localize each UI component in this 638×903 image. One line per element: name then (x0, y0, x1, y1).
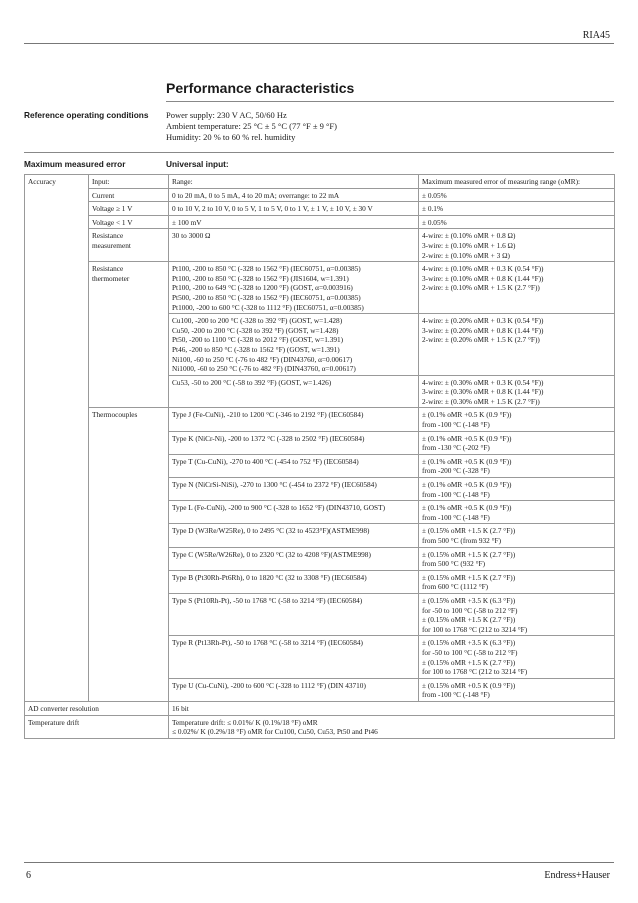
reference-line: Ambient temperature: 25 °C ± 5 °C (77 °F ± 9 °F) (166, 121, 337, 131)
error-cell-line: from 500 °C (932 °F) (422, 559, 485, 569)
error-cell-line: from -100 °C (-148 °F) (422, 690, 490, 700)
range-cell-line: Type R (Pt13Rh-Pt), -50 to 1768 °C (-58 to 3214 °F) (IEC60584) (172, 638, 363, 648)
error-cell-line: for 100 to 1768 °C (212 to 3214 °F) (422, 667, 528, 677)
input-cell (89, 408, 169, 701)
range-cell-line: Type S (Pt10Rh-Pt), -50 to 1768 °C (-58 to 3214 °F) (IEC60584) (172, 595, 363, 605)
error-cell-line: 2-wire: ± (0.10% oMR + 1.5 K (2.7 °F)) (422, 283, 540, 293)
range-cell (169, 454, 419, 477)
range-cell (169, 188, 419, 202)
range-cell-line: Type U (Cu-CuNi), -200 to 600 °C (-328 to 1112 °F) (DIN 43710) (172, 680, 366, 690)
table-row (25, 229, 615, 262)
accuracy-table (24, 174, 615, 739)
range-cell-line: Cu100, -200 to 200 °C (-328 to 392 °F) (GOST, w=1.428) (172, 316, 343, 326)
range-cell-line: Pt100, -200 to 850 °C (-328 to 1562 °F) (JIS1604, w=1.391) (172, 273, 349, 283)
error-cell-line: for 100 to 1768 °C (212 to 3214 °F) (422, 624, 528, 634)
error-cell-line: from -100 °C (-148 °F) (422, 489, 490, 499)
error-cell-line: ± (0.15% oMR +3.5 K (6.3 °F)) (422, 638, 516, 648)
input-cell (89, 202, 169, 216)
input-cell-line: Voltage ≥ 1 V (92, 204, 133, 214)
error-cell-line: ± (0.15% oMR +0.5 K (0.9 °F)) (422, 680, 516, 690)
input-cell-line: Thermocouples (92, 410, 138, 420)
error-cell-line: ± (0.1% oMR +0.5 K (0.9 °F)) (422, 480, 512, 490)
range-cell (169, 678, 419, 701)
range-header: Range: (169, 175, 419, 189)
range-cell-line: Type J (Fe-CuNi), -210 to 1200 °C (-346 to 2192 °F) (IEC60584) (172, 410, 364, 420)
error-cell (419, 202, 615, 216)
range-cell (169, 501, 419, 524)
temperature-drift-value-line: Temperature drift: ≤ 0.01%/ K (0.1%/18 °F) oMR (172, 717, 318, 727)
input-cell (89, 188, 169, 202)
range-cell-line: Pt500, -200 to 850 °C (-328 to 1562 °F) (IEC60751, α=0.00385) (172, 292, 361, 302)
range-cell-line: ± 100 mV (172, 217, 202, 227)
range-cell-line: 0 to 20 mA, 0 to 5 mA, 4 to 20 mA; overrange: to 22 mA (172, 190, 340, 200)
error-cell (419, 215, 615, 229)
reference-conditions-label: Reference operating conditions (24, 110, 149, 120)
range-cell (169, 547, 419, 570)
range-cell-line: Cu53, -50 to 200 °C (-58 to 392 °F) (GOST, w=1.426) (172, 377, 332, 387)
error-cell-line: from -130 °C (-202 °F) (422, 443, 490, 453)
ad-resolution-value (169, 701, 615, 715)
error-cell (419, 636, 615, 678)
table-row (25, 262, 615, 314)
range-cell-line: Type L (Fe-CuNi), -200 to 900 °C (-328 to 1652 °F) (DIN43710, GOST) (172, 503, 385, 513)
page-number: 6 (26, 870, 31, 881)
error-cell (419, 570, 615, 593)
ad-resolution-label: AD converter resolution (25, 701, 169, 715)
error-cell-line: ± 0.1% (422, 204, 444, 214)
footer-brand: Endress+Hauser (544, 870, 610, 881)
temperature-drift-row (25, 715, 615, 738)
error-cell (419, 454, 615, 477)
range-cell (169, 262, 419, 314)
error-cell-line: for -50 to 100 °C (-58 to 212 °F) (422, 647, 518, 657)
error-cell-line: ± (0.15% oMR +1.5 K (2.7 °F)) (422, 549, 516, 559)
input-cell-line: Resistance (92, 264, 124, 274)
range-cell (169, 570, 419, 593)
input-cell (89, 215, 169, 229)
error-cell-line: ± (0.15% oMR +1.5 K (2.7 °F)) (422, 657, 516, 667)
error-cell-line: from -100 °C (-148 °F) (422, 512, 490, 522)
range-cell (169, 375, 419, 408)
error-cell-line: ± (0.1% oMR +0.5 K (0.9 °F)) (422, 410, 512, 420)
reference-line: Humidity: 20 % to 60 % rel. humidity (166, 132, 296, 142)
range-cell-line: 0 to 10 V, 2 to 10 V, 0 to 5 V, 1 to 5 V, 0 to 1 V, ± 1 V, ± 10 V, ± 30 V (172, 204, 373, 214)
error-cell-line: ± (0.15% oMR +1.5 K (2.7 °F)) (422, 526, 516, 536)
error-cell-line: ± (0.15% oMR +1.5 K (2.7 °F)) (422, 615, 516, 625)
document-code: RIA45 (582, 30, 610, 41)
range-cell (169, 636, 419, 678)
section-rule (24, 152, 614, 153)
temperature-drift-label: Temperature drift (25, 715, 169, 738)
input-cell (89, 229, 169, 262)
range-cell-line: Pt100, -200 to 850 °C (-328 to 1562 °F) (IEC60751, α=0.00385) (172, 264, 361, 274)
range-cell-line: Cu50, -200 to 200 °C (-328 to 392 °F) (GOST, w=1.428) (172, 325, 339, 335)
error-cell-line: ± (0.1% oMR +0.5 K (0.9 °F)) (422, 433, 512, 443)
error-cell-line: 2-wire: ± (0.10% oMR + 3 Ω) (422, 250, 510, 260)
error-cell (419, 501, 615, 524)
range-cell (169, 202, 419, 216)
temperature-drift-value (169, 715, 615, 738)
universal-input-label: Universal input: (166, 159, 229, 169)
input-cell-line: Current (92, 190, 115, 200)
range-cell-line: Type B (Pt30Rh-Pt6Rh), 0 to 1820 °C (32 to 3308 °F) (IEC60584) (172, 572, 367, 582)
range-cell-line: Pt50, -200 to 1100 °C (-328 to 2012 °F) (GOST, w=1.391) (172, 335, 344, 345)
table-row (25, 408, 615, 431)
max-error-label: Maximum measured error (24, 159, 126, 169)
error-cell (419, 188, 615, 202)
error-cell (419, 478, 615, 501)
range-cell (169, 478, 419, 501)
input-cell-line: Voltage < 1 V (92, 217, 133, 227)
error-cell (419, 524, 615, 547)
error-cell-line: 3-wire: ± (0.10% oMR + 1.6 Ω) (422, 240, 516, 250)
footer-rule (24, 862, 614, 863)
input-cell-line: Resistance (92, 231, 124, 241)
error-cell-line: ± (0.1% oMR +0.5 K (0.9 °F)) (422, 456, 512, 466)
reference-line: Power supply: 230 V AC, 50/60 Hz (166, 110, 287, 120)
error-cell (419, 593, 615, 635)
table-header-row (25, 175, 615, 189)
error-cell-line: from -200 °C (-328 °F) (422, 466, 490, 476)
reference-conditions-values (166, 110, 337, 143)
range-cell (169, 314, 419, 376)
error-cell (419, 314, 615, 376)
error-cell-line: 4-wire: ± (0.20% oMR + 0.3 K (0.54 °F)) (422, 316, 544, 326)
range-cell (169, 408, 419, 431)
error-cell (419, 547, 615, 570)
input-cell-line: measurement (92, 240, 131, 250)
ad-resolution-row (25, 701, 615, 715)
title-rule (166, 101, 614, 102)
error-cell-line: 2-wire: ± (0.20% oMR + 1.5 K (2.7 °F)) (422, 335, 540, 345)
error-cell-line: ± (0.1% oMR +0.5 K (0.9 °F)) (422, 503, 512, 513)
error-cell-line: 3-wire: ± (0.30% oMR + 0.8 K (1.44 °F)) (422, 387, 544, 397)
error-cell (419, 229, 615, 262)
error-cell-line: 3-wire: ± (0.10% oMR + 0.8 K (1.44 °F)) (422, 273, 544, 283)
error-cell-line: for -50 to 100 °C (-58 to 212 °F) (422, 605, 518, 615)
input-header: Input: (89, 175, 169, 189)
error-cell-line: ± (0.15% oMR +1.5 K (2.7 °F)) (422, 572, 516, 582)
error-cell-line: ± 0.05% (422, 190, 447, 200)
table-row (25, 188, 615, 202)
header-rule (24, 43, 614, 44)
error-cell-line: ± (0.15% oMR +3.5 K (6.3 °F)) (422, 595, 516, 605)
reference-conditions-section (24, 110, 614, 148)
ad-resolution-value-line: 16 bit (172, 703, 189, 713)
range-cell-line: Type T (Cu-CuNi), -270 to 400 °C (-454 to 752 °F) (IEC60584) (172, 456, 359, 466)
range-cell-line: Type N (NiCrSi-NiSi), -270 to 1300 °C (-454 to 2372 °F) (IEC60584) (172, 480, 377, 490)
range-cell-line: Pt100, -200 to 649 °C (-328 to 1200 °F) (GOST, α=0.003916) (172, 283, 353, 293)
page-title: Performance characteristics (166, 80, 355, 96)
range-cell (169, 593, 419, 635)
error-cell (419, 678, 615, 701)
range-cell-line: Pt1000, -200 to 600 °C (-328 to 1112 °F) (IEC60751, α=0.00385) (172, 302, 364, 312)
range-cell-line: Ni1000, -60 to 250 °C (-76 to 482 °F) (DIN43760, α=0.00617) (172, 364, 356, 374)
temperature-drift-value-line: ≤ 0.02%/ K (0.2%/18 °F) oMR for Cu100, Cu50, Cu53, Pt50 and Pt46 (172, 727, 378, 737)
error-cell (419, 262, 615, 314)
range-cell-line: Type K (NiCr-Ni), -200 to 1372 °C (-328 to 2502 °F) (IEC60584) (172, 433, 365, 443)
range-cell (169, 431, 419, 454)
error-cell-line: 4-wire: ± (0.10% oMR + 0.3 K (0.54 °F)) (422, 264, 544, 274)
error-cell (419, 408, 615, 431)
error-cell-line: ± 0.05% (422, 217, 447, 227)
error-cell-line: 3-wire: ± (0.20% oMR + 0.8 K (1.44 °F)) (422, 325, 544, 335)
error-cell-line: from 500 °C (from 932 °F) (422, 536, 502, 545)
error-cell-line: 4-wire: ± (0.30% oMR + 0.3 K (0.54 °F)) (422, 377, 544, 387)
range-cell (169, 215, 419, 229)
range-cell-line: Ni100, -60 to 250 °C (-76 to 482 °F) (DIN43760, α=0.00617) (172, 354, 353, 364)
range-cell-line: Type C (W5Re/W26Re), 0 to 2320 °C (32 to 4208 °F)(ASTME998) (172, 549, 371, 559)
error-cell-line: 4-wire: ± (0.10% oMR + 0.8 Ω) (422, 231, 516, 241)
range-cell-line: Type D (W3Re/W25Re), 0 to 2495 °C (32 to 4523°F)(ASTME998) (172, 526, 370, 536)
error-cell-line: from -100 °C (-148 °F) (422, 420, 490, 430)
table-row (25, 202, 615, 216)
range-cell-line: Pt46, -200 to 850 °C (-328 to 1562 °F) (GOST, w=1.391) (172, 344, 340, 354)
accuracy-label: Accuracy (25, 175, 89, 702)
error-cell-line: 2-wire: ± (0.30% oMR + 1.5 K (2.7 °F)) (422, 396, 540, 406)
error-cell (419, 431, 615, 454)
error-cell-line: from 600 °C (1112 °F) (422, 582, 489, 592)
error-cell (419, 375, 615, 408)
table-row (25, 215, 615, 229)
range-cell-line: 30 to 3000 Ω (172, 231, 211, 241)
range-cell (169, 229, 419, 262)
error-header: Maximum measured error of measuring range (oMR): (419, 175, 615, 189)
input-cell-line: thermometer (92, 273, 130, 283)
range-cell (169, 524, 419, 547)
input-cell (89, 262, 169, 408)
